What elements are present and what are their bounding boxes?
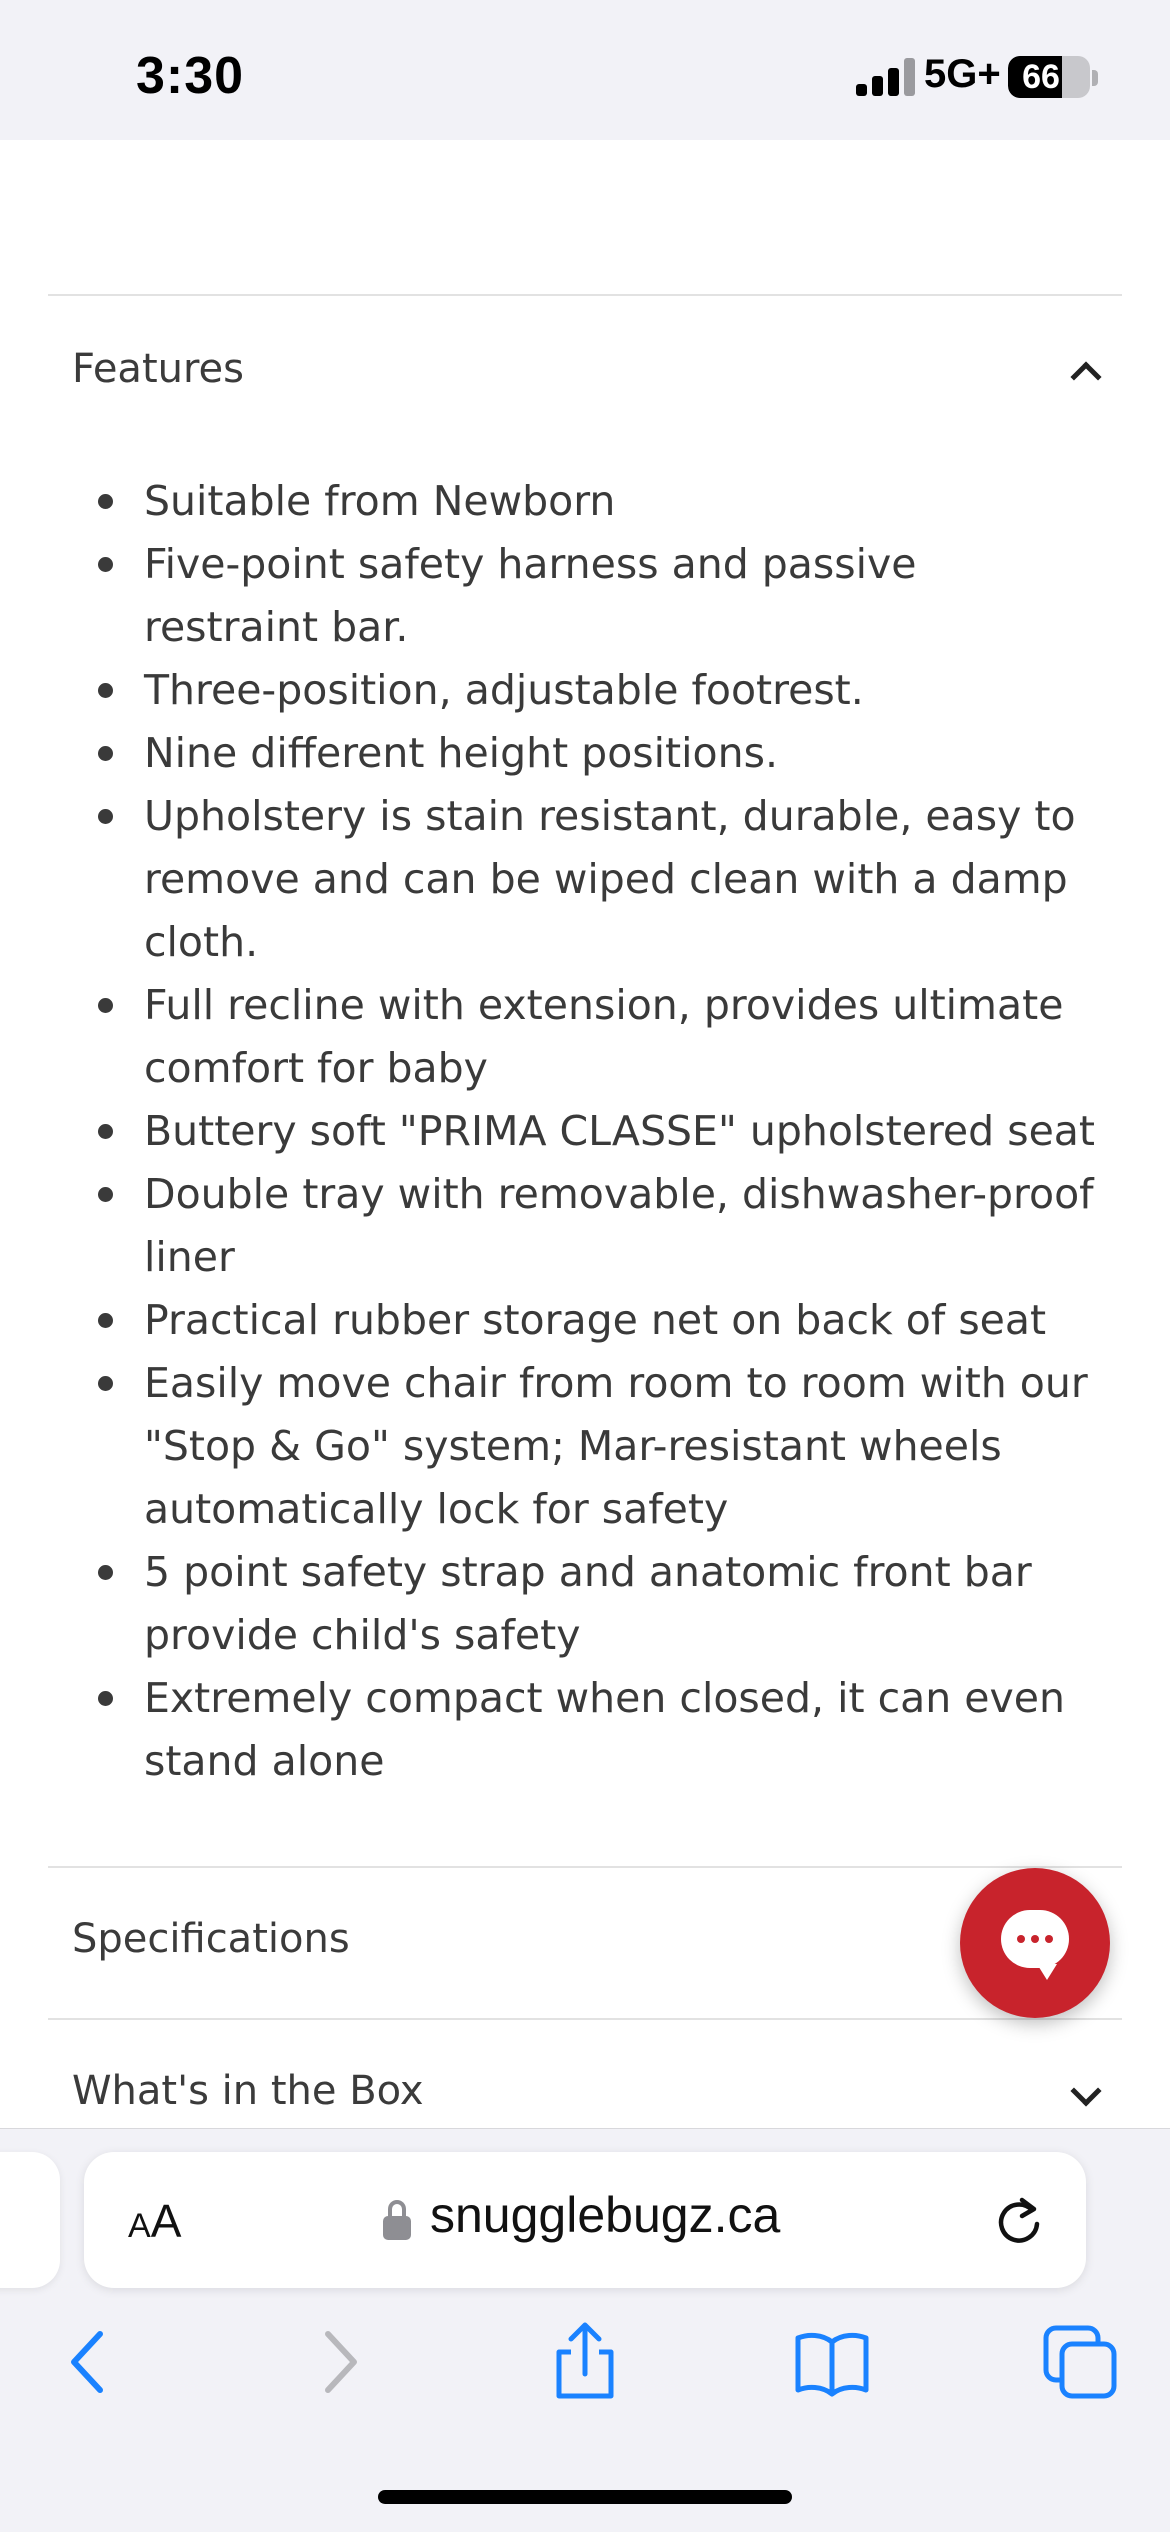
feature-list-item: Suitable from Newborn bbox=[92, 470, 1102, 533]
feature-list-item: Practical rubber storage net on back of seat bbox=[92, 1289, 1102, 1352]
battery-percent: 66 bbox=[1022, 58, 1060, 96]
section-divider bbox=[48, 1866, 1122, 1868]
chevron-down-icon[interactable] bbox=[1070, 2075, 1101, 2106]
chevron-right-icon[interactable] bbox=[300, 2322, 380, 2402]
feature-list-item: Upholstery is stain resistant, durable, easy to remove and can be wiped clean with a damp cloth. bbox=[92, 785, 1102, 974]
url-text[interactable]: snugglebugz.ca bbox=[430, 2187, 781, 2243]
chevron-up-icon[interactable] bbox=[1070, 361, 1101, 392]
home-indicator bbox=[378, 2490, 792, 2504]
book-icon[interactable] bbox=[792, 2322, 872, 2402]
share-icon[interactable] bbox=[545, 2322, 625, 2402]
feature-list-item: Full recline with extension, provides ultimate comfort for baby bbox=[92, 974, 1102, 1100]
cellular-signal-icon bbox=[856, 58, 918, 96]
section-divider bbox=[48, 2018, 1122, 2020]
chevron-left-icon[interactable] bbox=[48, 2322, 128, 2402]
specifications-heading[interactable]: Specifications bbox=[72, 1916, 350, 1962]
lock-icon bbox=[383, 2200, 411, 2240]
battery-icon bbox=[1008, 56, 1090, 98]
text-size-small-a: A bbox=[128, 2207, 151, 2245]
tabs-icon[interactable] bbox=[1040, 2322, 1120, 2402]
chat-bubble-icon bbox=[1001, 1910, 1069, 1968]
feature-list-item: Buttery soft "PRIMA CLASSE" upholstered seat bbox=[92, 1100, 1102, 1163]
whats-in-box-heading[interactable]: What's in the Box bbox=[72, 2068, 424, 2114]
feature-list-item: Five-point safety harness and passive restraint bar. bbox=[92, 533, 1102, 659]
feature-list-item: Double tray with removable, dishwasher-proof liner bbox=[92, 1163, 1102, 1289]
previous-tab-card[interactable] bbox=[0, 2152, 60, 2288]
text-size-big-a: A bbox=[150, 2195, 182, 2247]
features-list bbox=[92, 470, 1102, 1793]
feature-list-item: Easily move chair from room to room with our "Stop & Go" system; Mar-resistant wheels automatically lock for safety bbox=[92, 1352, 1102, 1541]
features-heading[interactable]: Features bbox=[72, 346, 244, 392]
status-bar bbox=[0, 0, 1170, 140]
text-size-button[interactable] bbox=[128, 2194, 181, 2248]
feature-list-item: Three-position, adjustable footrest. bbox=[92, 659, 1102, 722]
network-type: 5G+ bbox=[924, 52, 1001, 96]
section-divider bbox=[48, 294, 1122, 296]
status-time: 3:30 bbox=[136, 47, 245, 105]
feature-list-item: Extremely compact when closed, it can even stand alone bbox=[92, 1667, 1102, 1793]
chat-button[interactable] bbox=[960, 1868, 1110, 2018]
battery-cap bbox=[1092, 70, 1098, 86]
feature-list-item: Nine different height positions. bbox=[92, 722, 1102, 785]
feature-list-item: 5 point safety strap and anatomic front bar provide child's safety bbox=[92, 1541, 1102, 1667]
reload-icon[interactable] bbox=[994, 2194, 1044, 2248]
